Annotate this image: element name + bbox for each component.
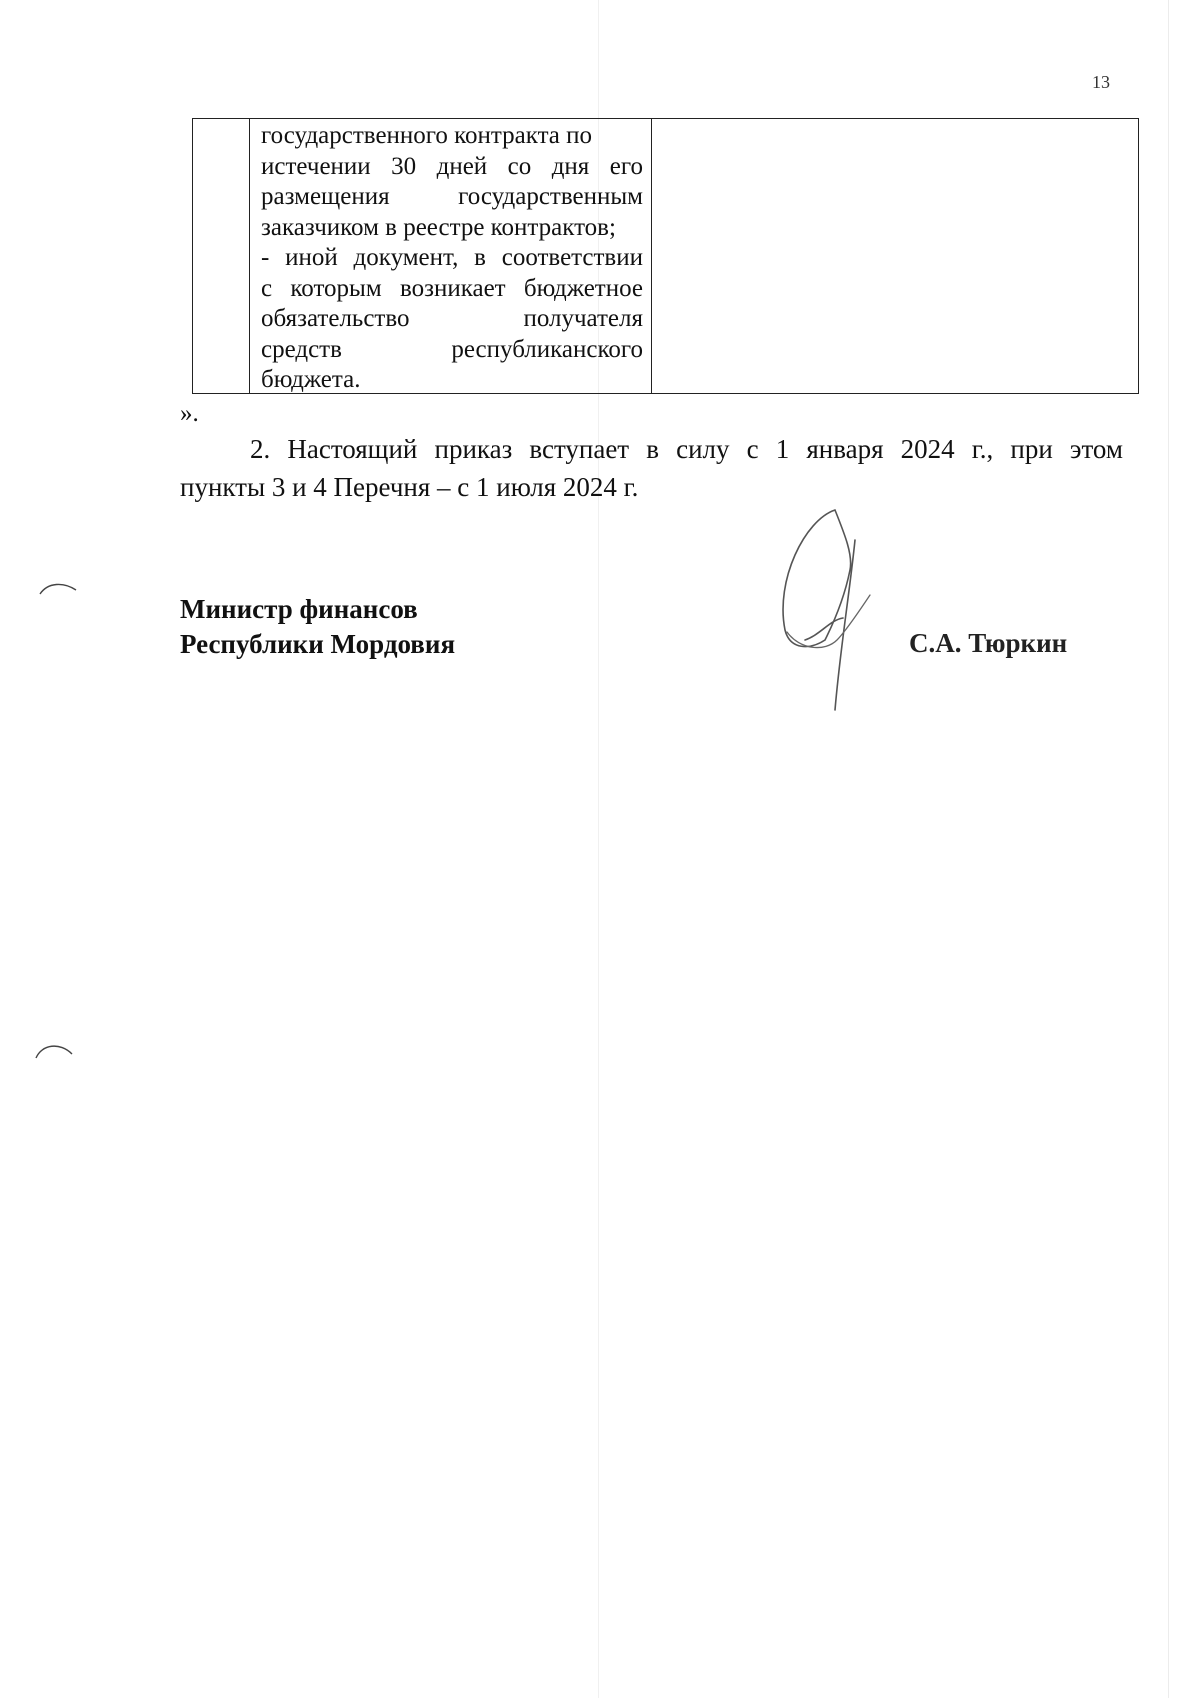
scan-artifact-mark — [38, 578, 78, 598]
table-cell-line: истечении 30 дней со дня его — [261, 152, 643, 180]
document-table-fragment — [192, 118, 1139, 394]
table-cell-description — [261, 121, 643, 396]
table-cell-line: размещения государственным — [261, 183, 643, 210]
table-cell-line: - иной документ, в соответствии — [261, 244, 643, 271]
closing-quote: ». — [180, 400, 199, 427]
table-column-divider — [249, 119, 250, 393]
table-cell-line: заказчиком в реестре контрактов; — [261, 213, 616, 241]
paragraph-line: пункты 3 и 4 Перечня – с 1 июля 2024 г. — [180, 472, 639, 502]
table-cell-line: средств республиканского — [261, 335, 643, 363]
table-cell-line: государственного контракта по — [261, 122, 593, 149]
scan-edge-line — [1168, 0, 1169, 1698]
table-cell-line: бюджета. — [261, 366, 361, 393]
paragraph-line: 2. Настоящий приказ вступает в силу с 1 января 2024 г., при этом — [250, 434, 1123, 464]
table-cell-line: с которым возникает бюджетное — [261, 274, 643, 302]
signatory-title-line: Министр финансов — [180, 594, 418, 624]
table-column-divider — [651, 119, 652, 393]
signatory-title — [180, 592, 455, 662]
handwritten-signature — [765, 500, 905, 720]
signer-name: С.А. Тюркин — [909, 628, 1068, 658]
scan-artifact-mark — [34, 1040, 74, 1060]
table-cell-line: обязательство получателя — [261, 305, 643, 332]
page-number: 13 — [1092, 72, 1110, 92]
signatory-title-line: Республики Мордовия — [180, 629, 456, 659]
effective-date-paragraph — [180, 430, 1123, 506]
